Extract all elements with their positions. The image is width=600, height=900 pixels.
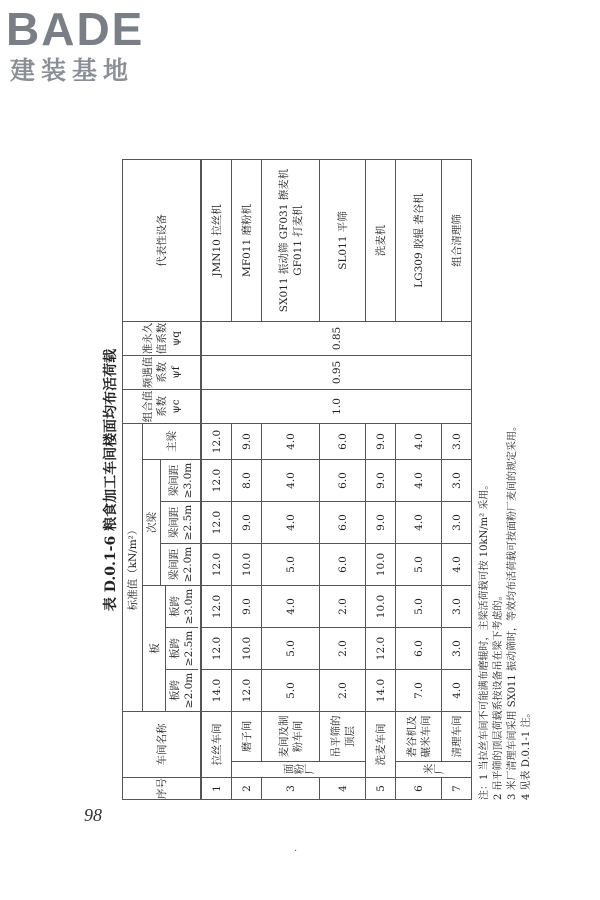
row-equip: LG309 胶辊 砻谷机 bbox=[396, 159, 442, 321]
row-name: 磨子间 bbox=[232, 712, 262, 762]
row-b25: 9.0 bbox=[232, 502, 262, 544]
header-span-25: 板跨 ≥2.5m bbox=[166, 627, 198, 669]
header-combo: 组合值系数 ψc bbox=[123, 389, 201, 423]
row-name: 砻谷机及碾米车间 bbox=[396, 712, 442, 762]
header-frequent: 频遇值系数 ψf bbox=[123, 355, 201, 389]
header-span-30: 板跨 ≥3.0m bbox=[169, 588, 195, 625]
row-s30: 12.0 bbox=[202, 586, 232, 628]
row-b20: 5.0 bbox=[396, 544, 442, 586]
row-equip: JMN10 拉丝机 bbox=[202, 159, 232, 321]
row-b25: 3.0 bbox=[442, 502, 472, 544]
row-no: 6 bbox=[396, 778, 442, 800]
row-equip: MF011 磨粉机 bbox=[232, 159, 262, 321]
row-s20: 14.0 bbox=[202, 670, 232, 712]
row-s20: 2.0 bbox=[320, 670, 366, 712]
coef-frequent: 0.95 bbox=[202, 355, 472, 389]
row-b30: 8.0 bbox=[232, 460, 262, 502]
row-b20: 10.0 bbox=[232, 544, 262, 586]
row-equip: SL011 平筛 bbox=[320, 159, 366, 321]
table-row bbox=[396, 159, 442, 799]
row-s30: 10.0 bbox=[366, 586, 396, 628]
row-s25: 6.0 bbox=[396, 628, 442, 670]
header-beam-20: 梁间距 ≥2.0m bbox=[161, 544, 201, 586]
row-s20: 7.0 bbox=[396, 670, 442, 712]
row-main: 4.0 bbox=[396, 423, 442, 459]
row-no: 1 bbox=[202, 778, 232, 800]
row-b20: 6.0 bbox=[320, 544, 366, 586]
row-main: 6.0 bbox=[320, 423, 366, 459]
row-b20: 12.0 bbox=[202, 544, 232, 586]
table-row bbox=[262, 159, 320, 799]
table-row bbox=[232, 159, 262, 799]
row-s20: 5.0 bbox=[262, 670, 320, 712]
row-name: 吊平筛的顶层 bbox=[320, 712, 366, 762]
row-no: 3 bbox=[262, 778, 320, 800]
table-notes bbox=[478, 160, 534, 800]
row-b30: 12.0 bbox=[202, 460, 232, 502]
row-b30: 4.0 bbox=[262, 460, 320, 502]
coef-combo: 1.0 bbox=[202, 389, 472, 423]
header-standard: 标准值（kN/m²） bbox=[123, 423, 143, 711]
row-s30: 5.0 bbox=[396, 586, 442, 628]
row-b25: 12.0 bbox=[202, 502, 232, 544]
row-s20: 4.0 bbox=[442, 670, 472, 712]
row-s25: 2.0 bbox=[320, 628, 366, 670]
group-flour: 面粉厂 bbox=[232, 762, 366, 778]
row-main: 12.0 bbox=[202, 423, 232, 459]
header-main-beam: 主梁 bbox=[143, 423, 201, 459]
row-s25: 3.0 bbox=[442, 628, 472, 670]
table-caption: 表 D.0.1-6 粮食加工车间楼面均布活荷载 bbox=[103, 348, 119, 612]
row-main: 3.0 bbox=[442, 423, 472, 459]
coef-quasi: 0.85 bbox=[202, 321, 472, 355]
row-s25: 10.0 bbox=[232, 628, 262, 670]
row-name: 麦间及制粉车间 bbox=[262, 712, 320, 762]
row-equip: 组合清理筛 bbox=[442, 159, 472, 321]
header-beam-30: 梁间距 ≥3.0m bbox=[161, 460, 201, 502]
header-slab-label: 板 bbox=[145, 586, 166, 711]
note-4: 4 见表 D.0.1-1 注。 bbox=[521, 707, 532, 800]
row-b25: 9.0 bbox=[366, 502, 396, 544]
row-equip: SX011 振动筛 GF031 擦麦机 GF011 打麦机 bbox=[262, 159, 320, 321]
header-secondary-beam: 次梁 bbox=[143, 460, 161, 586]
row-s30: 9.0 bbox=[232, 586, 262, 628]
row-no: 7 bbox=[442, 778, 472, 800]
note-2: 2 吊平筛的顶层荷载系按设备吊在梁下考虑的。 bbox=[493, 590, 504, 800]
row-no: 2 bbox=[232, 778, 262, 800]
row-s30: 4.0 bbox=[262, 586, 320, 628]
table-row bbox=[366, 159, 396, 799]
logo bbox=[6, 4, 176, 90]
group-rice: 米厂 bbox=[396, 762, 472, 778]
row-b30: 3.0 bbox=[442, 460, 472, 502]
row-main: 9.0 bbox=[366, 423, 396, 459]
logo-sub-text: 建装基地 bbox=[10, 56, 135, 85]
header-workshop: 车间名称 bbox=[123, 712, 201, 778]
row-b30: 6.0 bbox=[320, 460, 366, 502]
note-1: 注：1 当拉丝车间不可能满布磨辊时，主梁活荷载可按 10kN/m² 采用。 bbox=[479, 479, 490, 800]
row-s20: 12.0 bbox=[232, 670, 262, 712]
row-name: 拉丝车间 bbox=[202, 712, 232, 778]
row-equip: 洗麦机 bbox=[366, 159, 396, 321]
row-main: 4.0 bbox=[262, 423, 320, 459]
header-equipment: 代表性设备 bbox=[123, 159, 201, 321]
row-b30: 9.0 bbox=[366, 460, 396, 502]
row-b20: 10.0 bbox=[366, 544, 396, 586]
row-no: 4 bbox=[320, 778, 366, 800]
row-b25: 4.0 bbox=[262, 502, 320, 544]
table-row bbox=[202, 159, 232, 799]
row-s30: 2.0 bbox=[320, 586, 366, 628]
row-no: 5 bbox=[366, 778, 396, 800]
row-s25: 12.0 bbox=[202, 628, 232, 670]
row-main: 9.0 bbox=[232, 423, 262, 459]
header-beam-25: 梁间距 ≥2.5m bbox=[161, 502, 201, 544]
row-name: 洗麦车间 bbox=[366, 712, 396, 778]
load-table bbox=[122, 159, 472, 800]
header-quasi: 准永久值系数 ψq bbox=[123, 321, 201, 355]
table-row bbox=[320, 159, 366, 799]
row-b30: 4.0 bbox=[396, 460, 442, 502]
header-slab bbox=[143, 586, 201, 712]
row-b25: 6.0 bbox=[320, 502, 366, 544]
rotated-table-block bbox=[100, 160, 560, 800]
page-number: 98 bbox=[84, 805, 102, 825]
page-dot: · bbox=[294, 846, 298, 857]
header-span-20: 板跨 ≥2.0m bbox=[166, 669, 198, 711]
row-s25: 5.0 bbox=[262, 628, 320, 670]
row-s25: 12.0 bbox=[366, 628, 396, 670]
row-b25: 4.0 bbox=[396, 502, 442, 544]
table-row bbox=[442, 159, 472, 799]
row-name: 清理车间 bbox=[442, 712, 472, 762]
row-s30: 3.0 bbox=[442, 586, 472, 628]
row-b20: 5.0 bbox=[262, 544, 320, 586]
row-b20: 4.0 bbox=[442, 544, 472, 586]
row-s20: 14.0 bbox=[366, 670, 396, 712]
header-seq: 序号 bbox=[123, 778, 201, 800]
note-3: 3 米厂清理车间采用 SX011 振动筛时，等效均布活荷载可按面粉厂麦间的规定采用。 bbox=[507, 421, 518, 800]
logo-main-text: BADE bbox=[6, 3, 145, 55]
